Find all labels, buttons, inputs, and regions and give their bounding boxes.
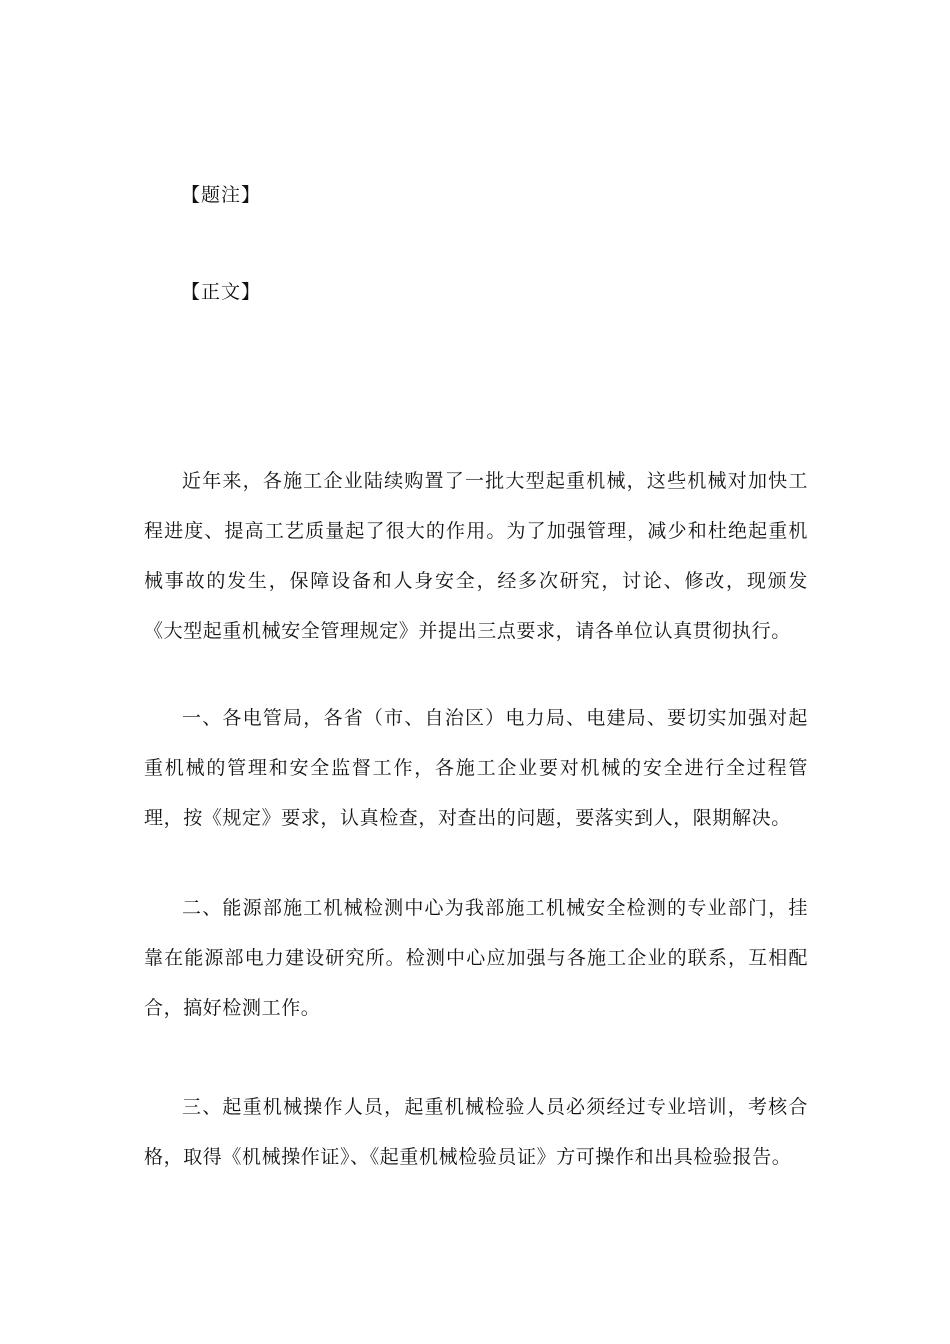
- requirement-paragraph-2: 二、能源部施工机械检测中心为我部施工机械安全检测的专业部门，挂靠在能源部电力建设研究所。检测中心应加强与各施工企业的联系，互相配合，搞好检测工作。: [144, 897, 808, 1019]
- body-heading: 【正文】: [181, 281, 262, 303]
- caption-heading: 【题注】: [181, 184, 262, 206]
- requirement-paragraph-3: 三、起重机械操作人员，起重机械检验人员必须经过专业培训，考核合格，取得《机械操作证》、《起重机械检验员证》方可操作和出具检验报告。: [144, 1096, 808, 1168]
- requirement-paragraph-1: 一、各电管局，各省（市、自治区）电力局、电建局、要切实加强对起重机械的管理和安全监督工作，各施工企业要对机械的安全进行全过程管理，按《规定》要求，认真检查，对查出的问题，要落实到人，限期解决。: [144, 707, 808, 829]
- intro-paragraph: 近年来，各施工企业陆续购置了一批大型起重机械，这些机械对加快工程进度、提高工艺质量起了很大的作用。为了加强管理，减少和杜绝起重机械事故的发生，保障设备和人身安全，经多次研究，讨论、修改，现颁发《大型起重机械安全管理规定》并提出三点要求，请各单位认真贯彻执行。: [144, 470, 808, 642]
